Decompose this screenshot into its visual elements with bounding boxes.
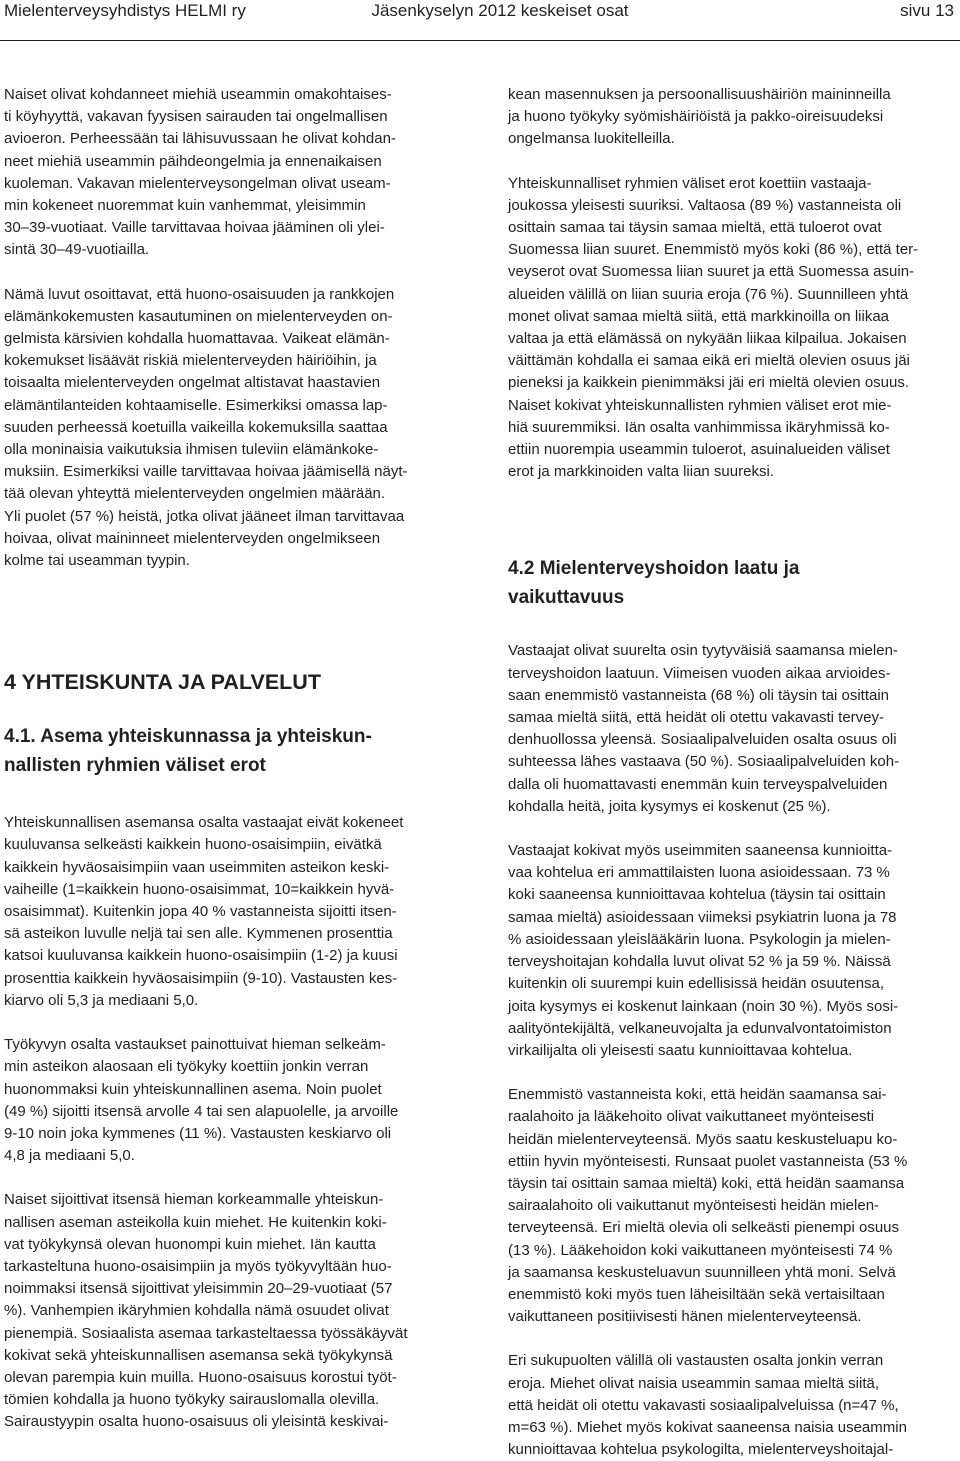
- left-column: [4, 84, 458, 1434]
- header-divider: [0, 40, 960, 41]
- paragraph: Enemmistö vastanneista koki, että heidän saamansa sai- raalahoito ja lääkehoito olivat vaikuttaneet myönteisesti heidän mielenterveyteensä. Myös saatu keskusteluapu ko- ettiin hyvin myönteisesti. Runsaat puolet vastanneista (53 % täysin tai osittain samaa mieltä) koki, että heidän saamansa sairaalahoito oli vaikuttanut myönteisesti heidän mielen- terveyteensä. Eri mieltä olevia oli selkeästi pienempi osuus (13 %). Lääkehoidon koki vaikuttaneen myönteisesti 74 % ja saamansa keskusteluavun suunnilleen yhtä moni. Selvä enemmistö koki myös tuen läheisiltään sekä vertaisiltaan vaikuttaneen positiivisesti hänen mielenterveyteensä.: [508, 1086, 908, 1326]
- section-heading: 4.2 Mielenterveyshoidon laatu ja vaikuttavuus: [508, 558, 800, 608]
- paragraph: Vastaajat kokivat myös useimmiten saaneensa kunnioitta- vaa kohtelua eri ammattilaisten luona asioidessaan. 73 % koki saaneensa kunnioittavaa kohtelua (täysin tai osittain samaa mieltä) asioidessaan viimeksi psykiatrin luona ja 78 % asioidessaan yleislääkärin luona. Psykologin ja mielen- terveyshoitajan kohdalla luvut olivat 52 % ja 59 %. Näissä kuitenkin oli suurempi kuin edellisissä heidän osuutensa, joita kysymys ei koskenut lainkaan (noin 30 %). Myös sosi- aalityöntekijältä, velkaneuvojalta ja edunvalvontatoimiston virkailijalta oli yleisesti saatu kunnioittavaa kohtelua.: [508, 842, 899, 1059]
- paragraph: Vastaajat olivat suurelta osin tyytyväisiä saamansa mielen- terveyshoidon laatuun. Viimeisen vuoden aikaa arvioides- saan enemmistö vastanneista (68 %) oli täysin tai osittain samaa mieltä siitä, että heidät oli otettu vakavasti tervey- denhuollossa yleensä. Sosiaalipalveluiden osalta osuus oli suhteessa lähes vastaava (50 %). Sosiaalipalveluiden koh- dalla oli huomattavasti enemmän kuin terveyspalveluiden kohdalla heitä, joita kysymys ei koskenut (25 %).: [508, 642, 900, 815]
- paragraph: Eri sukupuolten välillä oli vastausten osalta jonkin verran eroja. Miehet olivat naisia useammin samaa mieltä siitä, että heidät oli otettu vakavasti sosiaalipalveluissa (n=47 %, m=63 %). Miehet myös kokivat saaneensa naisia useammin kunnioittavaa kohtelua psykologilta, mielenterveyshoitajal-: [508, 1352, 907, 1459]
- chapter-heading: 4 YHTEISKUNTA JA PALVELUT: [4, 670, 321, 695]
- paragraph: Yhteiskunnallisen asemansa osalta vastaajat eivät kokeneet kuuluvansa selkeästi kaikkein huono-osaisimpiin, eivätkä kaikkein hyväosaisimpiin vaan useimmiten asteikon keski- vaiheille (1=kaikkein huono-osaisimmat, 10=kaikkein hyvä- osaisimmat). Kuitenkin jopa 40 % vastanneista sijoitti itsen- sä asteikon luvulle neljä tai sen alle. Kymmenen prosenttia katsoi kuuluvansa kaikkein huono-osaisimpiin (1-2) ja kuusi prosenttia kaikkein hyväosaisimpiin (9-10). Vastausten kes- kiarvo oli 5,3 ja mediaani 5,0.: [4, 814, 404, 1009]
- header-document-title: Jäsenkyselyn 2012 keskeiset osat: [371, 1, 629, 20]
- paragraph: Naiset olivat kohdanneet miehiä useammin omakohtaises- ti köyhyyttä, vakavan fyysisen sairauden tai ongelmallisen avioeron. Perheessään tai lähisuvussaan he olivat kohdan- neet miehiä useammin päihdeongelmia ja ennenaikaisen kuoleman. Vakavan mielenterveysongelman olivat useam- min kokeneet nuoremmat kuin vanhemmat, yleisimmin 30‒39-vuotiaat. Vaille tarvittavaa hoivaa jääminen oli ylei- sintä 30‒49-vuotiailla.: [4, 86, 396, 259]
- paragraph: Työkyvyn osalta vastaukset painottuivat hieman selkeäm- min asteikon alaosaan eli työkyky koettiin jonkin verran huonommaksi kuin yhteiskunnallinen asema. Noin puolet (49 %) sijoitti itsensä arvolle 4 tai sen alapuolelle, ja arvoille 9-10 noin joka kymmenes (11 %). Vastausten keskiarvo oli 4,8 ja mediaani 5,0.: [4, 1036, 399, 1165]
- header-page-number: sivu 13: [900, 1, 954, 20]
- right-column: [508, 84, 960, 1461]
- paragraph: kean masennuksen ja persoonallisuushäiriön maininneilla ja huono työkyky syömishäiriöistä ja pakko-oireisuudeksi ongelmansa luokitelleilla.: [508, 86, 891, 148]
- header-organization: Mielenterveysyhdistys HELMI ry: [4, 1, 246, 20]
- paragraph: Naiset sijoittivat itsensä hieman korkeammalle yhteiskun- nallisen aseman asteikolla kuin miehet. He kuitenkin koki- vat työkykynsä olevan huonompi kuin miehet. Iän kautta tarkasteltuna huono-osaisimpiin ja myös työkyvyltään huo- noimmaksi itsensä sijoittivat yleisimmin 20‒29-vuotiaat (57 %). Vanhempien ikäryhmien kohdalla nämä osuudet olivat pienempiä. Sosiaalista asemaa tarkasteltaessa työssäkäyvät kokivat sekä yhteiskunnallisen asemansa sekä työkykynsä olevan parempia kuin muilla. Huono-osaisuus korostui työt- tömien kohdalla ja huono työkyky sairauslomalla olevilla. Sairaustyypin osalta huono-osaisuus oli yleisintä keskivai-: [4, 1191, 408, 1431]
- page-header: [0, 0, 960, 42]
- paragraph: Yhteiskunnalliset ryhmien väliset erot koettiin vastaaja- joukossa yleisesti suuriksi. Valtaosa (89 %) vastanneista oli osittain samaa tai täysin samaa mieltä, että tuloerot ovat Suomessa liian suuret. Enemmistö myös koki (86 %), että ter- veyserot ovat Suomessa liian suuret ja että Suomessa asuin- alueiden välillä on liian suuria eroja (76 %). Suunnilleen yhtä monet olivat samaa mieltä siitä, että markkinoilla on liikaa valtaa ja että elämässä on nykyään liikaa kilpailua. Jokaisen väittämän kohdalla ei samaa eikä eri mieltä olevien osuus jäi pieneksi ja kaikkein pienimmäksi jäi eri mieltä olevien osuus. Naiset kokivat yhteiskunnallisten ryhmien väliset erot mie- hiä suuremmiksi. Iän osalta vanhimmissa ikäryhmissä ko- ettiin nuorempia useammin tuloerot, asuinalueiden väliset erot ja markkinoiden valta liian suureksi.: [508, 174, 919, 481]
- paragraph: Nämä luvut osoittavat, että huono-osaisuuden ja rankkojen elämänkokemusten kasautuminen on mielenterveyden on- gelmista kärsivien kohdalla huomattavaa. Vaikeat elämän- kokemukset lisäävät riskiä mielenterveyden häiriöihin, ja toisaalta mielenterveyden ongelmat altistavat haastavien elämäntilanteiden kohtaamiselle. Esimerkiksi omassa lap- suuden perheessä koetuilla vaikeilla kokemuksilla saattaa olla moninaisia vaikutuksia ihmisen tuleviin elämänkoke- muksiin. Esimerkiksi vaille tarvittavaa hoivaa jäämisellä näyt- tää olevan yhteyttä mielenterveyden ongelmien määrään. Yli puolet (57 %) heistä, jotka olivat jääneet ilman tarvittavaa hoivaa, olivat maininneet mielenterveyden ongelmikseen kolme tai useamman tyypin.: [4, 285, 408, 570]
- section-heading: 4.1. Asema yhteiskunnassa ja yhteiskun- nallisten ryhmien väliset erot: [4, 726, 372, 776]
